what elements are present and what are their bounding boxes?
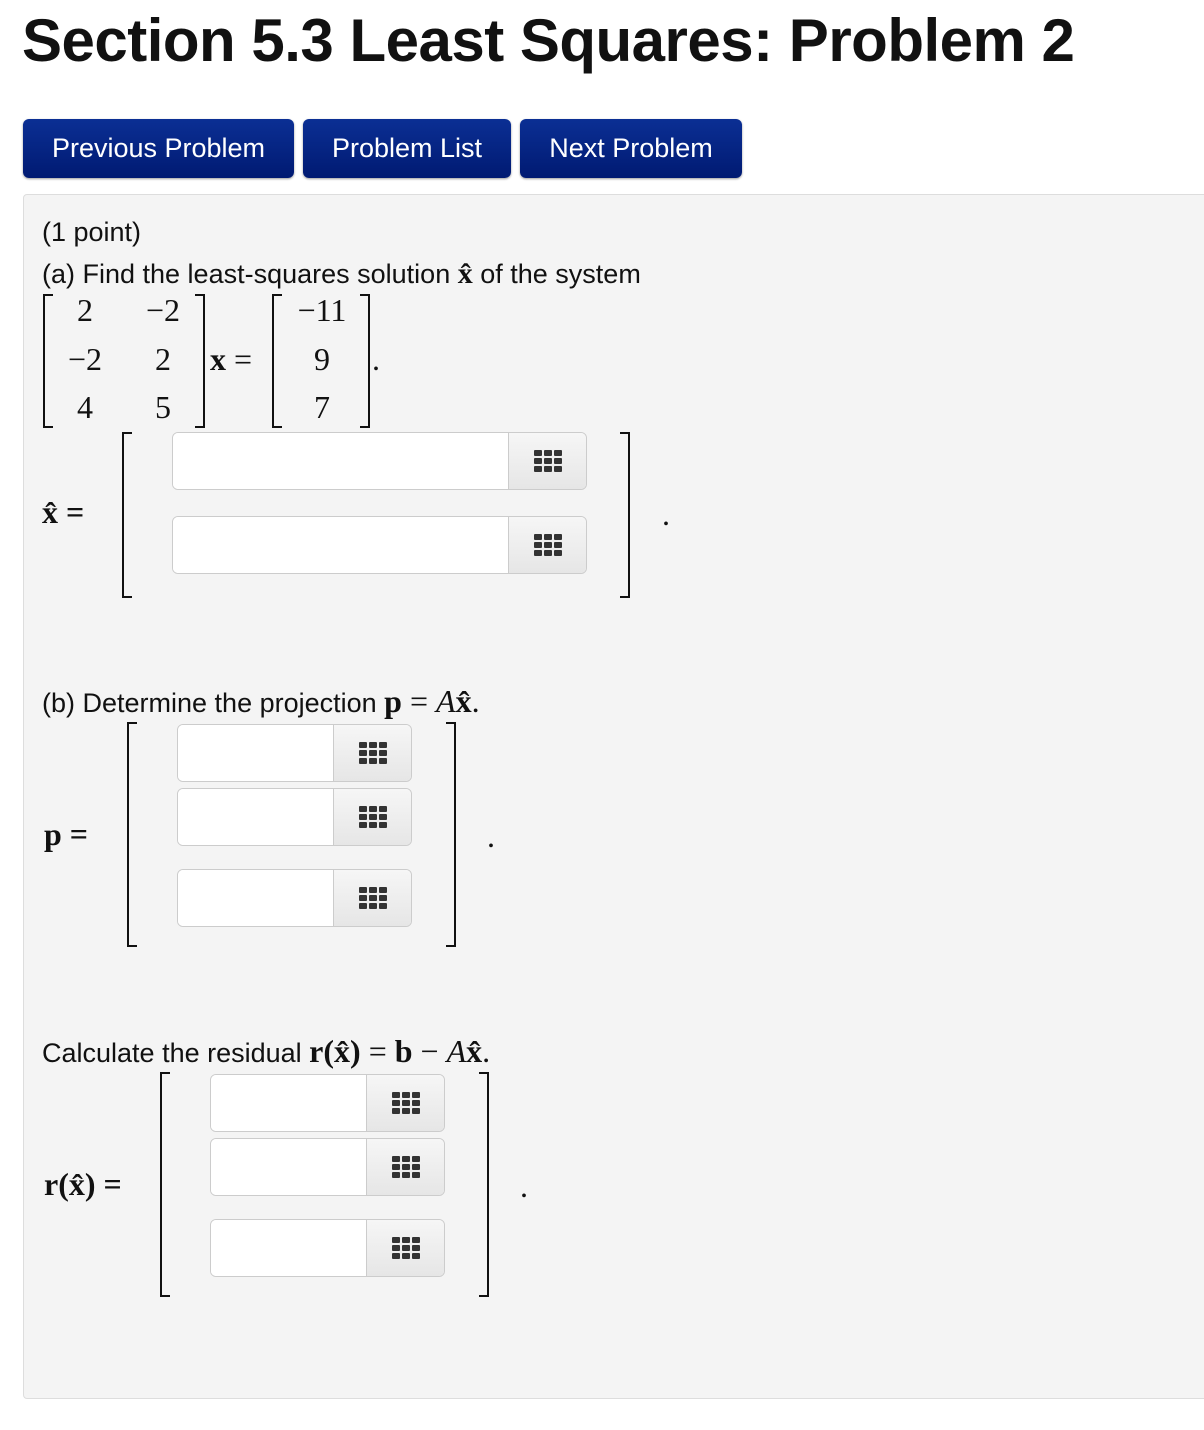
matrix-entry: 2 <box>155 341 171 377</box>
matrix-grid-icon <box>534 534 562 556</box>
right-bracket <box>360 294 370 428</box>
period: . <box>487 818 495 854</box>
next-problem-button[interactable]: Next Problem <box>520 119 742 178</box>
matrix-entry-button[interactable] <box>366 1139 444 1195</box>
matrix-entry: 2 <box>77 292 93 328</box>
part-a-prompt <box>42 257 641 291</box>
x-symbol: x <box>210 341 226 377</box>
period: . <box>482 1033 491 1069</box>
matrix-grid-icon <box>392 1156 420 1178</box>
vector-entry: −11 <box>297 292 347 328</box>
answer-input[interactable] <box>173 517 508 573</box>
equals: = <box>368 1033 387 1069</box>
answer-input[interactable] <box>211 1220 366 1276</box>
vector-entry: 9 <box>314 341 330 377</box>
matrix-entry: 5 <box>155 389 171 425</box>
period: . <box>520 1168 528 1204</box>
right-bracket <box>446 722 456 947</box>
answer-input[interactable] <box>178 725 333 781</box>
r-answer-1 <box>210 1074 445 1132</box>
xhat-answer-1 <box>172 432 587 490</box>
left-bracket <box>122 432 132 598</box>
answer-input[interactable] <box>178 870 333 926</box>
p-answer-2 <box>177 788 412 846</box>
right-bracket <box>195 294 205 428</box>
equals: = <box>234 341 253 377</box>
matrix-grid-icon <box>359 806 387 828</box>
left-bracket <box>127 722 137 947</box>
matrix-grid-icon <box>359 742 387 764</box>
r-answer-2 <box>210 1138 445 1196</box>
problem-list-button[interactable]: Problem List <box>303 119 511 178</box>
previous-problem-button[interactable]: Previous Problem <box>23 119 294 178</box>
p-answer-3 <box>177 869 412 927</box>
xhat-symbol: x̂ <box>455 683 472 719</box>
matrix-entry-button[interactable] <box>508 433 586 489</box>
answer-input[interactable] <box>211 1139 366 1195</box>
r-symbol: r(x̂) <box>309 1033 361 1069</box>
p-answer-label: p = <box>44 816 89 852</box>
matrix-entry: −2 <box>67 341 103 377</box>
a-symbol: A <box>436 683 456 719</box>
xhat-symbol: x̂ <box>457 257 473 290</box>
right-bracket <box>479 1072 489 1297</box>
part-b-prompt <box>42 683 480 720</box>
xhat-answer-2 <box>172 516 587 574</box>
right-bracket <box>620 432 630 598</box>
prompt-text: (b) Determine the projection <box>42 688 377 718</box>
prompt-text: (a) Find the least-squares solution <box>42 259 451 289</box>
left-bracket <box>43 294 53 428</box>
period: . <box>372 341 380 377</box>
matrix-entry-button[interactable] <box>366 1075 444 1131</box>
r-answer-label: r(x̂) = <box>44 1166 122 1202</box>
matrix-entry-button[interactable] <box>333 870 411 926</box>
points-label: (1 point) <box>42 217 142 247</box>
period: . <box>471 683 480 719</box>
matrix-grid-icon <box>534 450 562 472</box>
part-c-prompt <box>42 1033 490 1070</box>
matrix-entry-button[interactable] <box>333 725 411 781</box>
r-answer-3 <box>210 1219 445 1277</box>
xhat-symbol: x̂ <box>466 1033 483 1069</box>
period: . <box>662 496 670 532</box>
matrix-grid-icon <box>392 1092 420 1114</box>
left-bracket <box>160 1072 170 1297</box>
matrix-grid-icon <box>392 1237 420 1259</box>
answer-input[interactable] <box>211 1075 366 1131</box>
answer-input[interactable] <box>178 789 333 845</box>
matrix-entry-button[interactable] <box>508 517 586 573</box>
a-symbol: A <box>446 1033 467 1069</box>
equals: = <box>409 683 429 719</box>
p-answer-1 <box>177 724 412 782</box>
p-symbol: p <box>384 683 402 719</box>
b-symbol: b <box>394 1033 413 1069</box>
xhat-answer-label: x̂ = <box>42 494 85 530</box>
prompt-text: Calculate the residual <box>42 1038 302 1068</box>
matrix-grid-icon <box>359 887 387 909</box>
prompt-text: of the system <box>480 259 641 289</box>
left-bracket <box>272 294 282 428</box>
matrix-entry: −2 <box>145 292 181 328</box>
page-title: Section 5.3 Least Squares: Problem 2 <box>22 7 1075 74</box>
matrix-entry-button[interactable] <box>366 1220 444 1276</box>
vector-entry: 7 <box>314 389 330 425</box>
matrix-entry: 4 <box>77 389 93 425</box>
answer-input[interactable] <box>173 433 508 489</box>
matrix-entry-button[interactable] <box>333 789 411 845</box>
minus: − <box>420 1033 439 1069</box>
